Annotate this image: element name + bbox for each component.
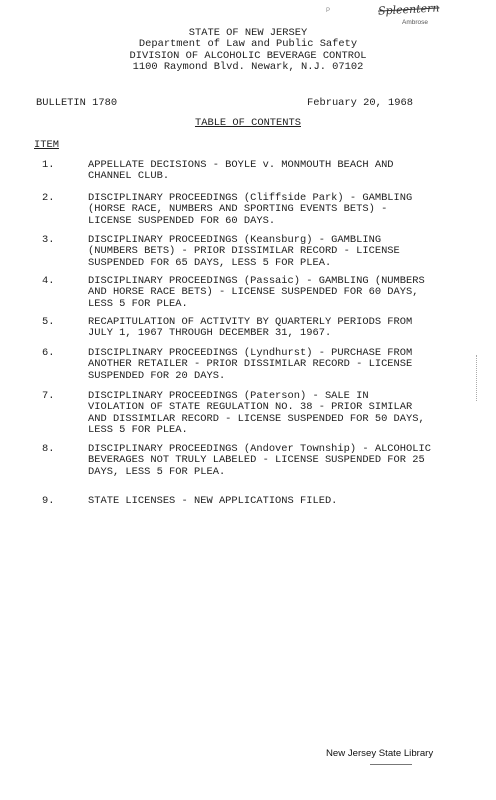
item-line: DISCIPLINARY PROCEEDINGS (Keansburg) - GAMBLING xyxy=(88,234,382,246)
letterhead-line: DIVISION OF ALCOHOLIC BEVERAGE CONTROL xyxy=(129,49,367,62)
item-text xyxy=(88,391,425,437)
item-line: SUSPENDED FOR 65 DAYS, LESS 5 FOR PLEA. xyxy=(88,256,332,269)
item-text xyxy=(88,496,337,507)
item-line: DISCIPLINARY PROCEEDINGS (Passaic) - GAMBLING (NUMBERS xyxy=(88,275,425,287)
item-line: DISCIPLINARY PROCEEDINGS (Lyndhurst) - PURCHASE FROM xyxy=(88,347,413,359)
item-number: 7. xyxy=(42,390,55,402)
margin-mark xyxy=(476,355,479,401)
toc-title xyxy=(0,118,496,129)
library-stamp: New Jersey State Library xyxy=(326,748,434,759)
item-text xyxy=(88,193,412,227)
item-number: 3. xyxy=(42,234,55,246)
item-number: 6. xyxy=(42,347,55,359)
item-line: VIOLATION OF STATE REGULATION NO. 38 - PRIOR SIMILAR xyxy=(88,401,413,414)
item-line: LICENSE SUSPENDED FOR 60 DAYS. xyxy=(88,214,276,227)
item-number: 2. xyxy=(42,192,55,204)
item-text xyxy=(88,444,431,478)
letterhead-line: STATE OF NEW JERSEY xyxy=(188,27,308,39)
item-line: AND DISSIMILAR RECORD - LICENSE SUSPENDED FOR 50 DAYS, xyxy=(88,412,425,425)
annotation-label: Ambrose xyxy=(402,19,429,26)
item-line: AND HORSE RACE BETS) - LICENSE SUSPENDED FOR 60 DAYS, xyxy=(88,286,419,299)
item-line: RECAPITULATION OF ACTIVITY BY QUARTERLY PERIODS FROM xyxy=(88,316,413,328)
item-line: SUSPENDED FOR 20 DAYS. xyxy=(88,369,226,382)
letterhead xyxy=(0,28,496,74)
item-line: LESS 5 FOR PLEA. xyxy=(88,424,188,437)
bulletin-date: February 20, 1968 xyxy=(307,97,414,109)
handwritten-annotation: Spleentern xyxy=(377,1,440,18)
item-line: DISCIPLINARY PROCEEDINGS (Cliffside Park) - GAMBLING xyxy=(88,192,413,204)
item-line: (NUMBERS BETS) - PRIOR DISSIMILAR RECORD - LICENSE xyxy=(88,245,400,258)
item-line: DAYS, LESS 5 FOR PLEA. xyxy=(88,465,226,478)
item-number: 1. xyxy=(42,159,55,171)
bulletin-number: BULLETIN 1780 xyxy=(36,97,118,109)
item-line: CHANNEL CLUB. xyxy=(88,170,170,183)
item-number: 8. xyxy=(42,443,55,455)
item-number: 5. xyxy=(42,316,55,328)
item-line: DISCIPLINARY PROCEEDINGS (Andover Township) - ALCOHOLIC xyxy=(88,443,431,455)
item-text xyxy=(88,348,412,382)
item-column-header: ITEM xyxy=(34,139,59,151)
item-text xyxy=(88,235,400,269)
item-line: DISCIPLINARY PROCEEDINGS (Paterson) - SALE IN xyxy=(88,390,369,402)
item-line: APPELLATE DECISIONS - BOYLE v. MONMOUTH BEACH AND xyxy=(88,159,394,171)
item-line: JULY 1, 1967 THROUGH DECEMBER 31, 1967. xyxy=(88,327,332,340)
item-line: STATE LICENSES - NEW APPLICATIONS FILED. xyxy=(88,495,338,507)
toc-title-text: TABLE OF CONTENTS xyxy=(194,117,301,129)
corner-mark: P xyxy=(326,8,331,14)
item-number: 9. xyxy=(42,495,55,507)
item-line: BEVERAGES NOT TRULY LABELED - LICENSE SUSPENDED FOR 25 xyxy=(88,454,425,467)
item-number: 4. xyxy=(42,275,55,287)
stamp-underline xyxy=(370,764,412,765)
item-line: (HORSE RACE, NUMBERS AND SPORTING EVENTS BETS) - xyxy=(88,203,388,216)
letterhead-line: Department of Law and Public Safety xyxy=(138,38,358,51)
item-text xyxy=(88,160,394,183)
letterhead-line: 1100 Raymond Blvd. Newark, N.J. 07102 xyxy=(132,61,364,74)
item-line: ANOTHER RETAILER - PRIOR DISSIMILAR RECORD - LICENSE xyxy=(88,358,413,371)
item-text xyxy=(88,276,425,310)
item-line: LESS 5 FOR PLEA. xyxy=(88,297,188,310)
item-text xyxy=(88,317,412,340)
